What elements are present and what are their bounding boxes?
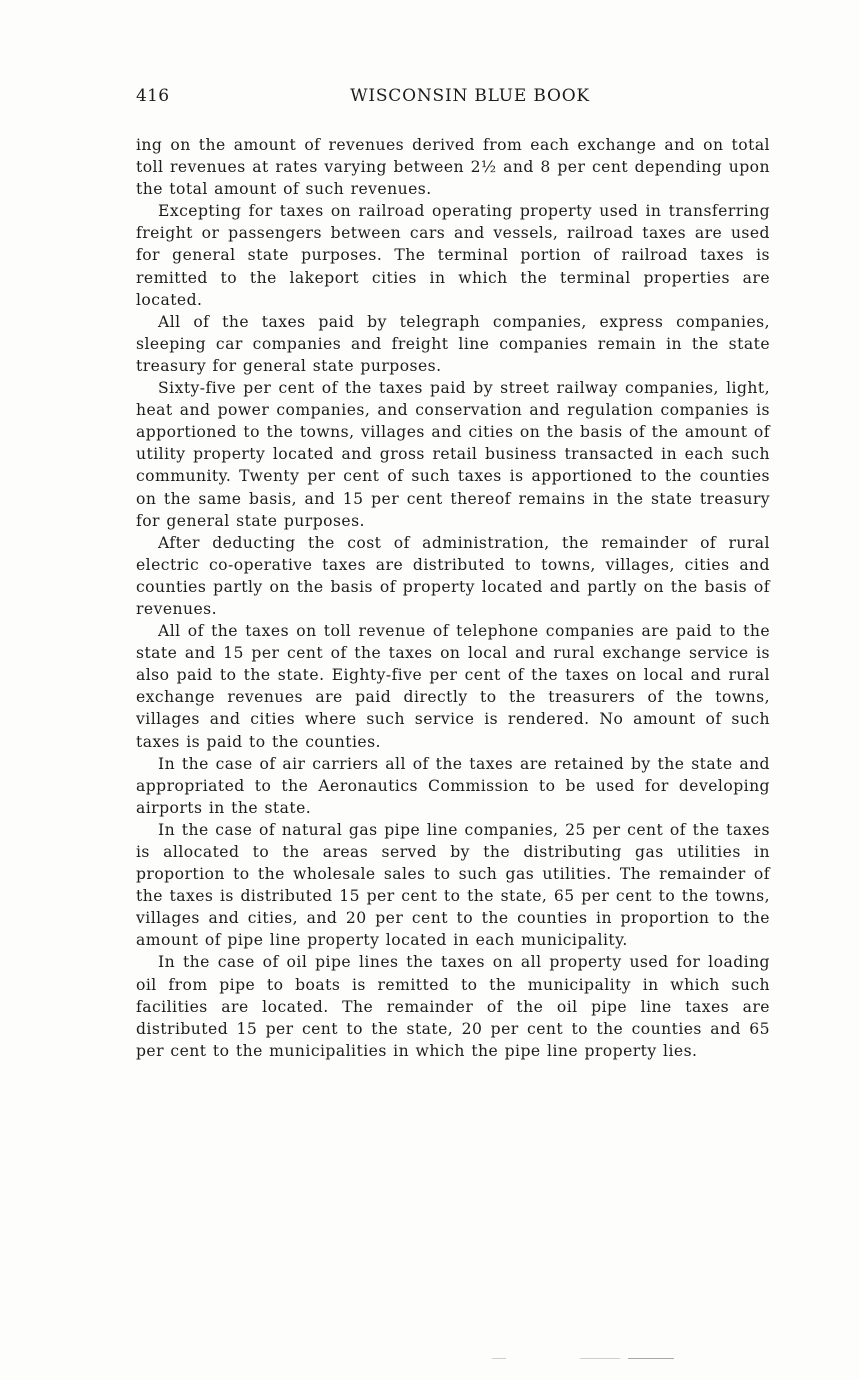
scan-mark [492, 1358, 506, 1359]
page-header [136, 86, 770, 110]
scan-mark [580, 1358, 620, 1359]
paragraph-telephone: All of the taxes on toll revenue of telephone companies are paid to the state and 15 per cent of the taxes on local and rural exchange service is also paid to the state. Eighty-five per cent of the taxes on local and rural exchange revenues are paid directly to the treasurers of the towns, villages and cities where such service is rendered. No amount of such taxes is paid to the counties. [136, 622, 770, 751]
paragraph-oil-pipe-lines: In the case of oil pipe lines the taxes on all property used for loading oil from pipe to boats is remitted to the municipality in which such facilities are located. The remainder of the oil pipe line taxes are distributed 15 per cent to the state, 20 per cent to the counties and 65 per cent to the municipalities in which the pipe line property lies. [136, 953, 770, 1060]
paragraph-air-carriers: In the case of air carriers all of the taxes are retained by the state and appropriated to the Aeronautics Commission to be used for developing airports in the state. [136, 754, 770, 817]
scan-mark [628, 1358, 674, 1359]
body-text [136, 134, 770, 1062]
page-number: 416 [136, 86, 170, 106]
paragraph-telegraph-express: All of the taxes paid by telegraph companies, express companies, sleeping car companies and freight line companies remain in the state treasury for general state purposes. [136, 312, 770, 375]
paragraph-street-railway: Sixty-five per cent of the taxes paid by street railway companies, light, heat and power companies, and conservation and regulation companies is apportioned to the towns, villages and cities on the basis of the amount of utility property located and gross retail business transacted in each such community. Twenty per cent of such taxes is apportioned to the counties on the same basis, and 15 per cent thereof remains in the state treasury for general state purposes. [136, 379, 770, 530]
paragraph-natural-gas: In the case of natural gas pipe line companies, 25 per cent of the taxes is allocated to the areas served by the distributing gas utilities in proportion to the wholesale sales to such gas utilities. The remainder of the taxes is distributed 15 per cent to the state, 65 per cent to the towns, villages and cities, and 20 per cent to the counties in proportion to the amount of pipe line property located in each municipality. [136, 820, 770, 950]
paragraph-rural-electric: After deducting the cost of administration, the remainder of rural electric co-operative taxes are distributed to towns, villages, cities and counties partly on the basis of property located and partly on the basis of revenues. [136, 533, 770, 618]
running-title: WISCONSIN BLUE BOOK [350, 86, 590, 106]
paragraph-railroad-taxes: Excepting for taxes on railroad operating property used in transferring freight or passengers between cars and vessels, railroad taxes are used for general state purposes. The terminal portion of railroad taxes is remitted to the lakeport cities in which the terminal properties are located. [136, 202, 770, 309]
paragraph-continuation: ing on the amount of revenues derived from each exchange and on total toll revenues at rates varying between 2½ and 8 per cent depending upon the total amount of such revenues. [136, 136, 770, 199]
